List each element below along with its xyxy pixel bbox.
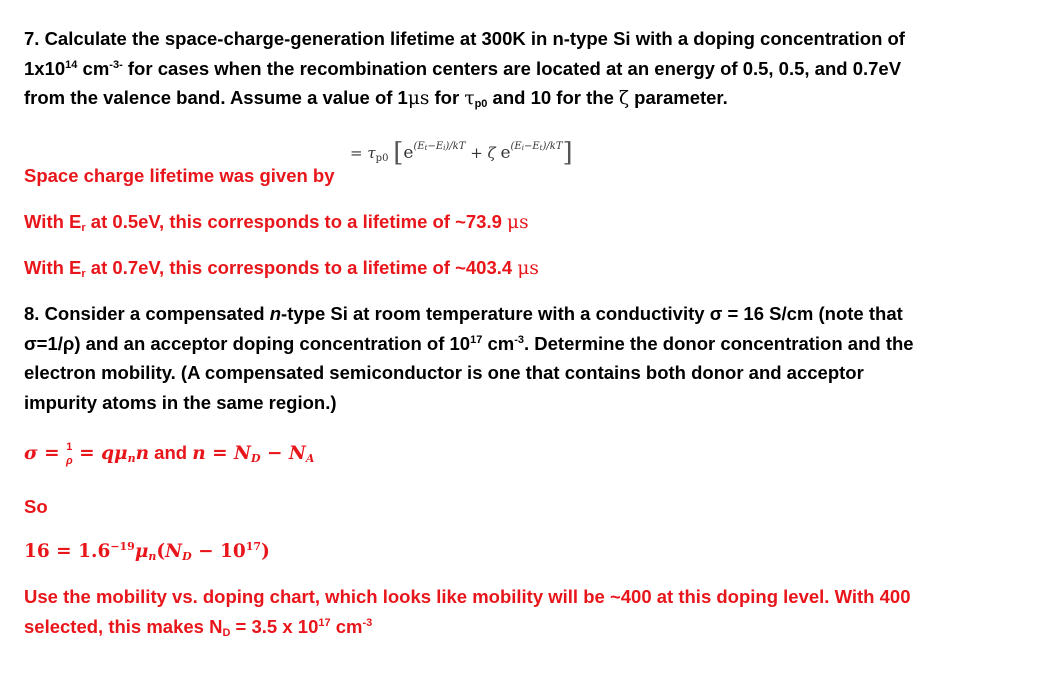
exponent-2: (Ei−Et)/kT (510, 141, 563, 152)
equation-conductivity: $16 = 1.6^{-19}\mu_n(N_D - 10^{17})$ (24, 540, 270, 563)
q7-line-3: from the valence band. Assume a value of 1μs for $\tau_{p0}$ and 10 for the ζ parameter. (24, 87, 728, 110)
equation-sigma: σ = 1 ρ = $q\mu_nn$ and $n = N_D - N_A$ (24, 440, 315, 467)
answer-given: Space charge lifetime was given by (24, 165, 335, 186)
q7-line-2: $1x10^{14}$ $cm^{-3-}$ for cases when the recombination centers are located at an energy of 0.5, 0.5, and 0.7eV (24, 57, 902, 79)
answer-7-a: With $E_r$ at 0.5eV, this corresponds to a lifetime of ~73.9 μs (24, 211, 529, 234)
question-7 (24, 24, 905, 114)
q8-line-1: 8. Consider a compensated n-type Si at room temperature with a conductivity σ = 16 S/cm (note that (24, 303, 903, 324)
answer-7-b: With $E_r$ at 0.7eV, this corresponds to a lifetime of ~403.4 μs (24, 257, 539, 280)
q8-line-3: electron mobility. (A compensated semiconductor is one that contains both donor and acceptor (24, 362, 864, 383)
conclusion (24, 582, 910, 641)
question-8 (24, 299, 914, 417)
exponent-1: (Et−Ei)/kT (413, 141, 466, 152)
q8-line-2: σ=1/ρ) and an acceptor doping concentration of $10^{17}$ $cm^{-3}$. Determine the donor concentration and the (24, 332, 914, 354)
conclusion-line-2: selected, this makes $N_D = 3.5$ x $10^{17}$ $cm^{-3}$ (24, 615, 373, 639)
q8-line-4: impurity atoms in the same region.) (24, 391, 337, 413)
conclusion-line-1: Use the mobility vs. doping chart, which looks like mobility will be ~400 at this doping level. With 400 (24, 586, 911, 607)
so-label: So (24, 496, 48, 517)
fraction: 1 ρ (66, 440, 73, 467)
lifetime-formula: = $\tau_{p0}$ [$e^{(E_t-E_i)/kT} + \zeta$ $e^{(E_i-E_t)/kT}$] (350, 138, 573, 168)
q7-line-1: 7. Calculate the space-charge-generation lifetime at 300K in n-type Si with a doping concentration of (24, 28, 905, 49)
